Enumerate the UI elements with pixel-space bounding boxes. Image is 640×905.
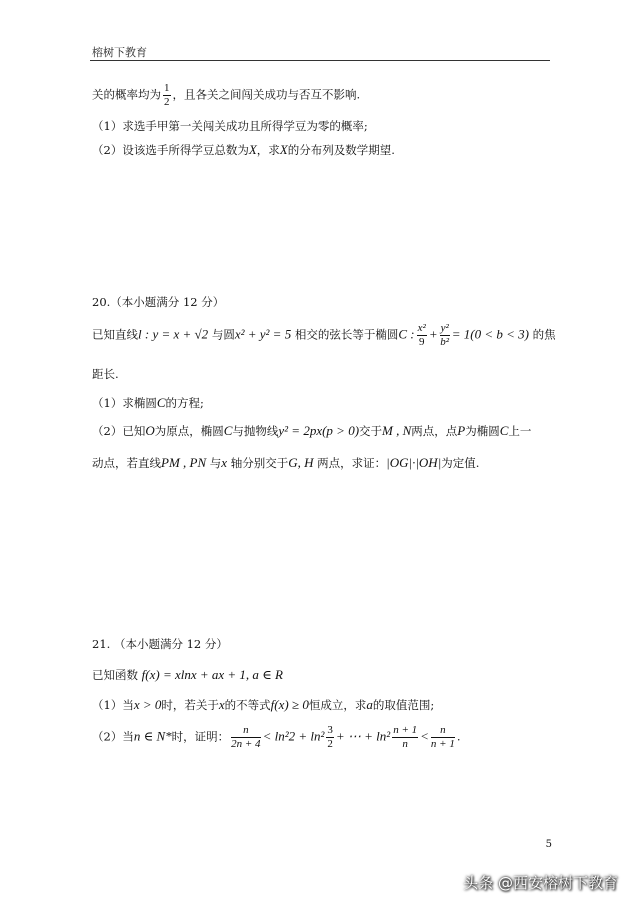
q20-part2-cont: 动点，若直线PM , PN 与x 轴分别交于G, H 两点，求证：|OG|·|OH|为定值. <box>92 455 480 470</box>
q20-line2: 距长. <box>92 367 119 381</box>
q21-line1: 已知函数 f(x) = xlnx + ax + 1, a ∈ R <box>92 667 283 682</box>
fraction-n-plus-1-over-n: $\frac{n + 1}{n}$ <box>393 724 418 750</box>
q20-part1: （1）求椭圆C的方程; <box>92 395 204 410</box>
q19-part1: （1）求选手甲第一关闯关成功且所得学豆为零的概率; <box>92 119 368 133</box>
fraction-n-over-n-plus-1: $\frac{n}{n + 1}$ <box>430 724 455 750</box>
fraction-x2-over-9: $\frac{\text{x²}}{9}$ <box>417 322 426 348</box>
fraction-one-half: $\frac{1}{2}$ <box>164 82 170 108</box>
q19-part2: （2）设该选手所得学豆总数为X，求X的分布列及数学期望. <box>92 142 395 157</box>
watermark: 头条 @西安榕树下教育 <box>463 874 618 892</box>
header-title: 榕树下教育 <box>92 46 147 59</box>
q20-title: 20.（本小题满分 12 分） <box>92 295 225 309</box>
header-rule <box>90 60 550 61</box>
fraction-y2-over-b2: $\frac{\text{y²}}{\text{b²}}$ <box>440 322 450 348</box>
q21-part2: （2）当n ∈ N*时，证明： $\frac{n}{2n + 4}$ < ln²2 + ln² $\frac{3}{2}$ + ⋯ + ln² $\frac{n + 1}{n}$ < $\frac{n}{n + 1}$ . <box>92 724 461 750</box>
fraction-3-over-2: $\frac{3}{2}$ <box>327 724 333 750</box>
q20-line1: 已知直线l : y = x + √2 与圆x² + y² = 5 相交的弦长等于椭圆C : $\frac{\text{x²}}{9}$ + $\frac{\text{y²}}{\text{b²}}$ = 1(0 < b < 3) 的焦 <box>92 322 556 348</box>
q20-part2: （2）已知O为原点，椭圆C与抛物线y² = 2px(p > 0)交于M , N两点，点P为椭圆C上一 <box>92 423 532 438</box>
q21-part1: （1）当x > 0时，若关于x的不等式f(x) ≥ 0恒成立，求a的取值范围; <box>92 697 435 712</box>
q19-intro: 关的概率均为 $\frac{1}{2}$ ，且各关之间闯关成功与否互不影响. <box>92 82 361 108</box>
q21-title: 21. （本小题满分 12 分） <box>92 637 228 651</box>
fraction-n-over-2n-plus-4: $\frac{n}{2n + 4}$ <box>231 724 261 750</box>
page-number: 5 <box>545 839 552 850</box>
